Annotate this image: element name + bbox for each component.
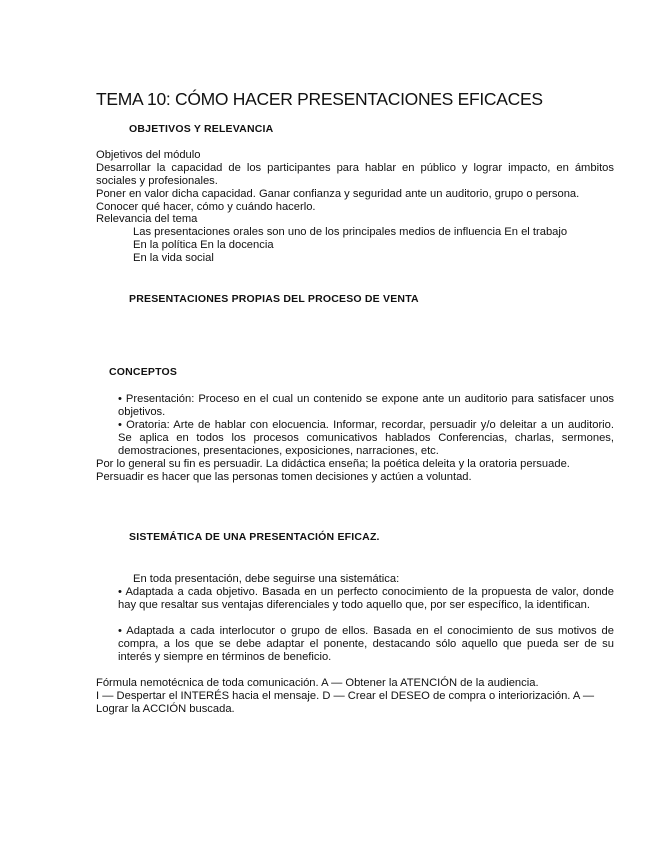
sistematica-bullet-interlocutor bbox=[118, 625, 614, 663]
relevance-line-1: Las presentaciones orales son uno de los principales medios de influencia En el trabajo bbox=[133, 226, 568, 238]
formula-line-3: Lograr la ACCIÓN buscada. bbox=[96, 703, 235, 715]
heading-presentaciones-venta: PRESENTACIONES PROPIAS DEL PROCESO DE VENTA bbox=[129, 293, 419, 305]
relevance-line-2: En la política En la docencia bbox=[133, 239, 274, 251]
objectives-label: Objetivos del módulo bbox=[96, 149, 201, 161]
relevance-label: Relevancia del tema bbox=[96, 213, 198, 225]
bullet-icon: • bbox=[118, 586, 122, 598]
sistematica-intro: En toda presentación, debe seguirse una sistemática: bbox=[133, 573, 400, 585]
concept-bullet-presentacion-text: Presentación: Proceso en el cual un contenido se expone ante un auditorio para satisfacer unos objetivos. bbox=[118, 393, 615, 418]
concept-bullet-presentacion bbox=[118, 393, 614, 419]
concept-paragraph-1: Por lo general su fin es persuadir. La didáctica enseña; la poética deleita y la oratoria persuade. bbox=[96, 458, 570, 470]
formula-line-2: I — Despertar el INTERÉS hacia el mensaje. D — Crear el DESEO de compra o interiorización. A — bbox=[96, 690, 595, 702]
sistematica-bullet-interlocutor-text: Adaptada a cada interlocutor o grupo de ellos. Basada en el conocimiento de sus motivos de compra, a los que se debe adaptar el ponente, destacando sólo aquello que pueda ser de su interés y siempre en términos de beneficio. bbox=[118, 625, 614, 663]
sistematica-bullet-objetivo-text: Adaptada a cada objetivo. Basada en un perfecto conocimiento de la propuesta de valor, donde hay que resaltar sus ventajas diferenciales y todo aquello que, por ser específico, la identifican. bbox=[118, 586, 614, 611]
heading-conceptos: CONCEPTOS bbox=[109, 366, 178, 378]
concept-bullet-oratoria bbox=[118, 419, 614, 457]
concept-bullet-oratoria-text: Oratoria: Arte de hablar con elocuencia. Informar, recordar, persuadir y/o deleitar a un auditorio. Se aplica en todos los procesos comunicativos hablados Conferencias, charlas, sermones, demostraciones, presentaciones, exposiciones, narraciones, etc. bbox=[118, 419, 614, 457]
bullet-icon: • bbox=[118, 625, 122, 637]
heading-objetivos-relevancia: OBJETIVOS Y RELEVANCIA bbox=[129, 123, 274, 135]
concept-paragraph-2: Persuadir es hacer que las personas tomen decisiones y actúen a voluntad. bbox=[96, 471, 472, 483]
objective-paragraph-1: Desarrollar la capacidad de los participantes para hablar en público y lograr impacto, en ámbitos sociales y profesionales. bbox=[96, 162, 614, 187]
sistematica-bullet-objetivo bbox=[118, 586, 614, 612]
page-title: TEMA 10: CÓMO HACER PRESENTACIONES EFICACES bbox=[96, 89, 543, 109]
heading-sistematica: SISTEMÁTICA DE UNA PRESENTACIÓN EFICAZ. bbox=[129, 531, 380, 543]
relevance-line-3: En la vida social bbox=[133, 252, 214, 264]
formula-line-1: Fórmula nemotécnica de toda comunicación. A — Obtener la ATENCIÓN de la audiencia. bbox=[96, 677, 539, 689]
objective-paragraph-2: Poner en valor dicha capacidad. Ganar confianza y seguridad ante un auditorio, grupo o persona. bbox=[96, 188, 580, 200]
objective-paragraph-3: Conocer qué hacer, cómo y cuándo hacerlo. bbox=[96, 201, 316, 213]
bullet-icon: • bbox=[118, 393, 122, 405]
bullet-icon: • bbox=[118, 419, 122, 431]
